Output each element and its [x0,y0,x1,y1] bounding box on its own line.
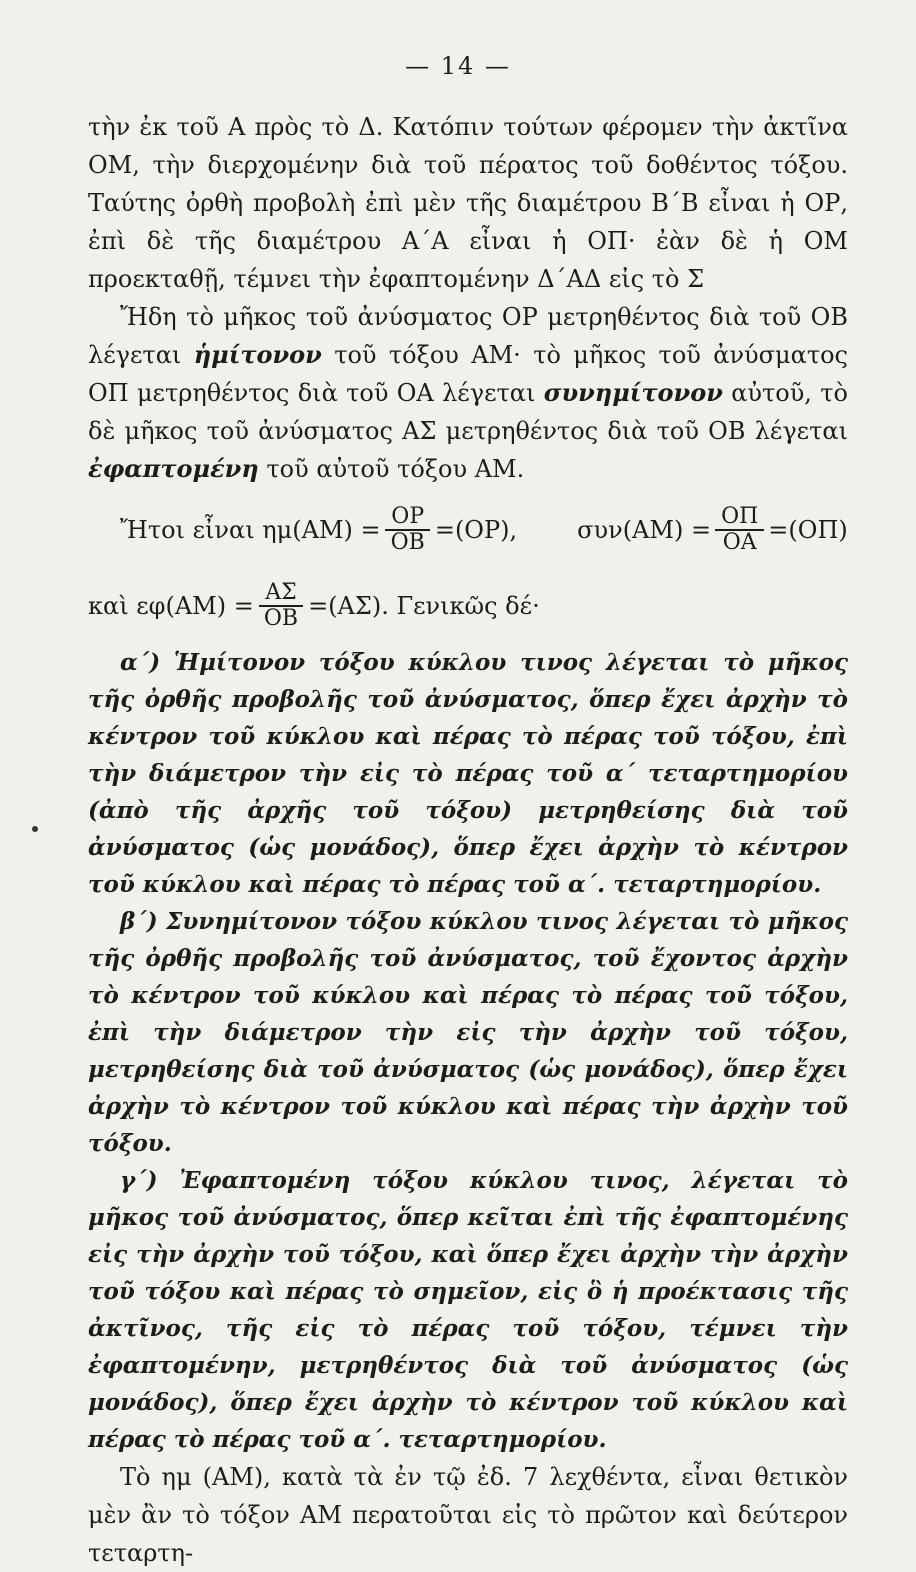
closing-paragraph: Τὸ ημ (ΑΜ), κατὰ τὰ ἐν τῷ ἐδ. 7 λεχθέντα, εἶναι θετικὸν μὲν ἂν τὸ τόξον ΑΜ περατοῦται εἰς τὸ πρῶτον καὶ δεύτερον τεταρτη- [88,1463,848,1567]
intro-paragraph: τὴν ἐκ τοῦ Α πρὸς τὸ Δ. Κατόπιν τούτων φέρομεν τὴν ἀκτῖνα ΟΜ, τὴν διερχομένην διὰ τοῦ πέρατος τοῦ δοθέντος τόξου. Ταύτης ὀρθὴ προβολὴ ἐπὶ μὲν τῆς διαμέτρου Β΄Β εἶναι ἡ ΟΡ, ἐπὶ δὲ τῆς διαμέτρου Α΄Α εἶναι ἡ ΟΠ· ἐὰν δὲ ἡ ΟΜ προεκταθῇ, τέμνει τὴν ἐφαπτομένην Δ΄ΑΔ εἰς τὸ Σ [88,113,848,293]
page-body [88,108,848,1572]
formula1-lead2: συν(ΑΜ) = [577,516,712,544]
term-tangent: ἐφαπτομένη [88,454,259,483]
formula1-eq: =(ΟΡ), [434,516,518,544]
definition-a-text: Ἡμίτονον τόξου κύκλου τινος λέγεται τὸ μῆκος τῆς ὀρθῆς προβολῆς τοῦ ἀνύσματος, ὅπερ ἔχει ἀρχὴν τὸ κέντρον τοῦ κύκλου καὶ πέρας τὸ πέρας τοῦ τόξου, ἐπὶ τὴν διάμετρον τὴν εἰς τὸ πέρας τοῦ α΄ τεταρτημορίου (ἀπὸ τῆς ἀρχῆς τοῦ τόξου) μετρηθείσης διὰ τοῦ ἀνύσματος (ὡς μονάδος), ὅπερ ἔχει ἀρχὴν τὸ κέντρον τοῦ κύκλου καὶ πέρας τὸ πέρας τοῦ α΄. τεταρτημορίου. [88,649,848,898]
formula1-lead: Ἤτοι εἶναι ημ(ΑΜ) = [120,516,381,544]
formula2-lead: καὶ εφ(ΑΜ) = [88,592,254,620]
term-cosine: συνημίτονον [543,378,723,407]
definition-a [88,644,848,903]
formula2-eq: =(ΑΣ). Γενικῶς δέ· [308,592,540,620]
formula1-eq2: =(ΟΠ) [768,516,848,544]
definition-b-text: Συνημίτονον τόξου κύκλου τινος λέγεται τὸ μῆκος τῆς ὀρθῆς προβολῆς τοῦ ἀνύσματος, τοῦ ἔχοντος ἀρχὴν τὸ κέντρον τοῦ κύκλου καὶ πέρας τὸ πέρας τοῦ τόξου, ἐπὶ τὴν διάμετρον τὴν εἰς τὴν ἀρχὴν τοῦ τόξου, μετρηθείσης διὰ τοῦ ἀνύσματος (ὡς μονάδος), ὅπερ ἔχει ἀρχὴν τὸ κέντρον τοῦ κύκλου καὶ πέρας τὴν ἀρχὴν τοῦ τόξου. [88,908,848,1157]
definition-c [88,1162,848,1458]
fraction-denominator: ΟΒ [390,530,425,555]
page-number: — 14 — [405,52,511,80]
formula-tangent [88,568,848,644]
term-sine: ἡμίτονον [193,340,322,369]
fraction-numerator: ΑΣ [259,581,302,607]
fraction-denominator: ΟΒ [263,606,299,631]
definitions-paragraph [88,298,848,488]
definition-a-label: α΄) [120,649,161,676]
fraction-as-ob [258,581,304,631]
definition-b-label: β΄) [120,908,158,935]
definition-c-text: Ἐφαπτομένη τόξου κύκλου τινος, λέγεται τὸ μῆκος τοῦ ἀνύσματος, ὅπερ κεῖται ἐπὶ τῆς ἐφαπτομένης εἰς τὴν ἀρχὴν τοῦ τόξου, καὶ ὅπερ ἔχει ἀρχὴν τὴν ἀρχὴν τοῦ τόξου καὶ πέρας τὸ σημεῖον, εἰς ὃ ἡ προέκτασις τῆς ἀκτῖνος, τῆς εἰς τὸ πέρας τοῦ τόξου, τέμνει τὴν ἐφαπτομένην, μετρηθέντος διὰ τοῦ ἀνύσματος (ὡς μονάδος), ὅπερ ἔχει ἀρχὴν τὸ κέντρον τοῦ κύκλου καὶ πέρας τὸ πέρας τοῦ α΄. τεταρτημορίου. [88,1167,848,1453]
definition-b [88,903,848,1162]
fraction-denominator: ΟΑ [722,530,757,555]
fraction-numerator: ΟΠ [715,505,764,531]
definition-c-label: γ΄) [120,1167,158,1194]
margin-dot [32,826,38,832]
fraction-op-ob [385,505,431,555]
para-text-3: αὐτοῦ, τὸ δὲ μῆκος τοῦ ἀνύσματος ΑΣ μετρηθέντος διὰ τοῦ ΟΒ λέγεται [88,379,848,445]
fraction-op-oa [715,505,764,555]
para-text-4: τοῦ αὐτοῦ τόξου ΑΜ. [258,455,525,483]
formula-sine-cosine [88,492,848,568]
para-text-1: Ἤδη τὸ μῆκος τοῦ ἀνύσματος ΟΡ μετρηθέντος διὰ τοῦ ΟΒ λέγεται [88,303,848,369]
para-text-2: τοῦ τόξου ΑΜ· τὸ μῆκος τοῦ ἀνύσματος ΟΠ μετρηθέντος διὰ τοῦ ΟΑ λέγεται [88,341,848,407]
fraction-numerator: ΟΡ [385,505,430,531]
